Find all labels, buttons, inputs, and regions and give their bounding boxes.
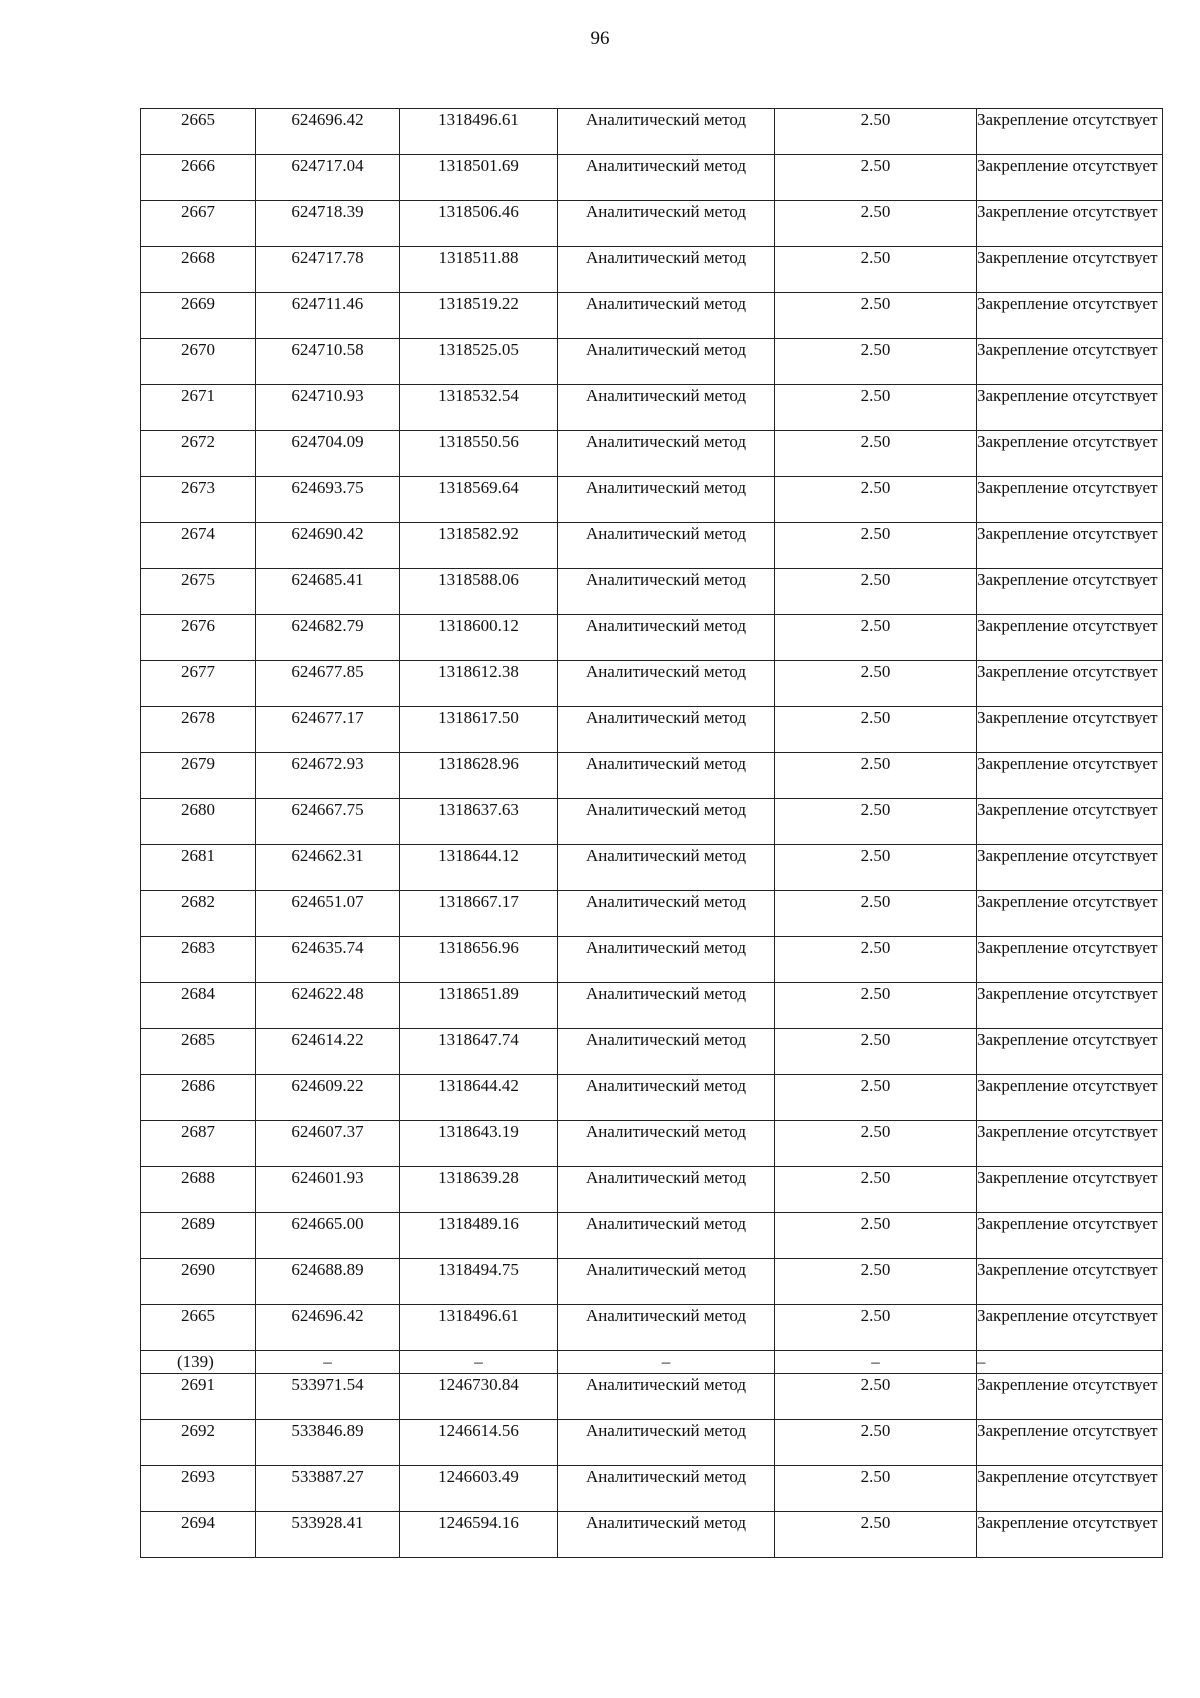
point-number-cell: 2686: [141, 1075, 256, 1121]
x-coordinate-cell: 624693.75: [256, 477, 400, 523]
table-row: [141, 385, 1163, 431]
x-coordinate-cell: 624704.09: [256, 431, 400, 477]
method-cell: –: [558, 1351, 775, 1374]
y-coordinate-cell: 1318525.05: [400, 339, 558, 385]
point-number-cell: 2675: [141, 569, 256, 615]
table-row: [141, 707, 1163, 753]
fixation-description-cell: Закрепление отсутствует: [977, 431, 1163, 477]
table-row: [141, 615, 1163, 661]
y-coordinate-cell: 1318496.61: [400, 1305, 558, 1351]
precision-cell: 2.50: [775, 799, 977, 845]
point-number-cell: 2685: [141, 1029, 256, 1075]
point-number-cell: 2668: [141, 247, 256, 293]
method-cell: Аналитический метод: [558, 615, 775, 661]
fixation-description-cell: –: [977, 1351, 1163, 1374]
method-cell: Аналитический метод: [558, 431, 775, 477]
method-cell: Аналитический метод: [558, 201, 775, 247]
fixation-description-cell: Закрепление отсутствует: [977, 339, 1163, 385]
point-number-cell: (139): [141, 1351, 256, 1374]
y-coordinate-cell: 1318644.12: [400, 845, 558, 891]
y-coordinate-cell: 1318656.96: [400, 937, 558, 983]
x-coordinate-cell: 624710.93: [256, 385, 400, 431]
table-row: [141, 293, 1163, 339]
method-cell: Аналитический метод: [558, 753, 775, 799]
coordinates-table: [140, 108, 1163, 1558]
fixation-description-cell: Закрепление отсутствует: [977, 1374, 1163, 1420]
method-cell: Аналитический метод: [558, 1213, 775, 1259]
y-coordinate-cell: 1318501.69: [400, 155, 558, 201]
precision-cell: 2.50: [775, 109, 977, 155]
x-coordinate-cell: 624651.07: [256, 891, 400, 937]
x-coordinate-cell: 533928.41: [256, 1512, 400, 1558]
table-row: [141, 1121, 1163, 1167]
y-coordinate-cell: 1318588.06: [400, 569, 558, 615]
fixation-description-cell: Закрепление отсутствует: [977, 1167, 1163, 1213]
precision-cell: 2.50: [775, 983, 977, 1029]
precision-cell: 2.50: [775, 1259, 977, 1305]
point-number-cell: 2665: [141, 1305, 256, 1351]
precision-cell: 2.50: [775, 615, 977, 661]
point-number-cell: 2676: [141, 615, 256, 661]
y-coordinate-cell: 1318639.28: [400, 1167, 558, 1213]
table-row: [141, 1512, 1163, 1558]
x-coordinate-cell: 533971.54: [256, 1374, 400, 1420]
x-coordinate-cell: 624662.31: [256, 845, 400, 891]
y-coordinate-cell: 1318612.38: [400, 661, 558, 707]
x-coordinate-cell: 624690.42: [256, 523, 400, 569]
precision-cell: 2.50: [775, 247, 977, 293]
contour-separator-row: [141, 1351, 1163, 1374]
x-coordinate-cell: 624622.48: [256, 983, 400, 1029]
fixation-description-cell: Закрепление отсутствует: [977, 1466, 1163, 1512]
y-coordinate-cell: 1318550.56: [400, 431, 558, 477]
table-row: [141, 1466, 1163, 1512]
point-number-cell: 2674: [141, 523, 256, 569]
x-coordinate-cell: 624696.42: [256, 109, 400, 155]
precision-cell: 2.50: [775, 707, 977, 753]
point-number-cell: 2679: [141, 753, 256, 799]
precision-cell: 2.50: [775, 155, 977, 201]
x-coordinate-cell: 624677.17: [256, 707, 400, 753]
precision-cell: 2.50: [775, 1213, 977, 1259]
x-coordinate-cell: 624717.78: [256, 247, 400, 293]
precision-cell: 2.50: [775, 1029, 977, 1075]
fixation-description-cell: Закрепление отсутствует: [977, 1305, 1163, 1351]
point-number-cell: 2691: [141, 1374, 256, 1420]
point-number-cell: 2671: [141, 385, 256, 431]
table-row: [141, 799, 1163, 845]
point-number-cell: 2673: [141, 477, 256, 523]
x-coordinate-cell: 624601.93: [256, 1167, 400, 1213]
precision-cell: –: [775, 1351, 977, 1374]
point-number-cell: 2681: [141, 845, 256, 891]
precision-cell: 2.50: [775, 339, 977, 385]
x-coordinate-cell: 624685.41: [256, 569, 400, 615]
precision-cell: 2.50: [775, 753, 977, 799]
y-coordinate-cell: 1318643.19: [400, 1121, 558, 1167]
table-row: [141, 523, 1163, 569]
y-coordinate-cell: 1318532.54: [400, 385, 558, 431]
x-coordinate-cell: 533846.89: [256, 1420, 400, 1466]
table-row: [141, 201, 1163, 247]
y-coordinate-cell: 1318519.22: [400, 293, 558, 339]
point-number-cell: 2684: [141, 983, 256, 1029]
method-cell: Аналитический метод: [558, 247, 775, 293]
point-number-cell: 2687: [141, 1121, 256, 1167]
method-cell: Аналитический метод: [558, 385, 775, 431]
y-coordinate-cell: 1246730.84: [400, 1374, 558, 1420]
y-coordinate-cell: 1318667.17: [400, 891, 558, 937]
x-coordinate-cell: 624667.75: [256, 799, 400, 845]
precision-cell: 2.50: [775, 1121, 977, 1167]
precision-cell: 2.50: [775, 1075, 977, 1121]
point-number-cell: 2690: [141, 1259, 256, 1305]
x-coordinate-cell: 624665.00: [256, 1213, 400, 1259]
precision-cell: 2.50: [775, 845, 977, 891]
x-coordinate-cell: 624711.46: [256, 293, 400, 339]
y-coordinate-cell: 1318494.75: [400, 1259, 558, 1305]
fixation-description-cell: Закрепление отсутствует: [977, 1121, 1163, 1167]
method-cell: Аналитический метод: [558, 937, 775, 983]
method-cell: Аналитический метод: [558, 845, 775, 891]
fixation-description-cell: Закрепление отсутствует: [977, 385, 1163, 431]
fixation-description-cell: Закрепление отсутствует: [977, 155, 1163, 201]
fixation-description-cell: Закрепление отсутствует: [977, 109, 1163, 155]
method-cell: Аналитический метод: [558, 1029, 775, 1075]
fixation-description-cell: Закрепление отсутствует: [977, 1512, 1163, 1558]
method-cell: Аналитический метод: [558, 799, 775, 845]
table-row: [141, 1374, 1163, 1420]
method-cell: Аналитический метод: [558, 1512, 775, 1558]
table-row: [141, 983, 1163, 1029]
y-coordinate-cell: 1318506.46: [400, 201, 558, 247]
point-number-cell: 2672: [141, 431, 256, 477]
fixation-description-cell: Закрепление отсутствует: [977, 1259, 1163, 1305]
y-coordinate-cell: 1318600.12: [400, 615, 558, 661]
fixation-description-cell: Закрепление отсутствует: [977, 615, 1163, 661]
precision-cell: 2.50: [775, 1512, 977, 1558]
x-coordinate-cell: 624696.42: [256, 1305, 400, 1351]
fixation-description-cell: Закрепление отсутствует: [977, 247, 1163, 293]
fixation-description-cell: Закрепление отсутствует: [977, 293, 1163, 339]
x-coordinate-cell: 624635.74: [256, 937, 400, 983]
table-row: [141, 339, 1163, 385]
precision-cell: 2.50: [775, 1305, 977, 1351]
table-row: [141, 247, 1163, 293]
precision-cell: 2.50: [775, 293, 977, 339]
point-number-cell: 2678: [141, 707, 256, 753]
fixation-description-cell: Закрепление отсутствует: [977, 477, 1163, 523]
method-cell: Аналитический метод: [558, 1305, 775, 1351]
y-coordinate-cell: 1318496.61: [400, 109, 558, 155]
y-coordinate-cell: 1318647.74: [400, 1029, 558, 1075]
method-cell: Аналитический метод: [558, 983, 775, 1029]
method-cell: Аналитический метод: [558, 707, 775, 753]
y-coordinate-cell: 1318489.16: [400, 1213, 558, 1259]
point-number-cell: 2670: [141, 339, 256, 385]
fixation-description-cell: Закрепление отсутствует: [977, 201, 1163, 247]
precision-cell: 2.50: [775, 385, 977, 431]
precision-cell: 2.50: [775, 1466, 977, 1512]
table-row: [141, 1259, 1163, 1305]
x-coordinate-cell: 624614.22: [256, 1029, 400, 1075]
fixation-description-cell: Закрепление отсутствует: [977, 1420, 1163, 1466]
table-row: [141, 661, 1163, 707]
page-number: 96: [590, 28, 610, 49]
table-row: [141, 1305, 1163, 1351]
fixation-description-cell: Закрепление отсутствует: [977, 707, 1163, 753]
y-coordinate-cell: –: [400, 1351, 558, 1374]
table-row: [141, 1213, 1163, 1259]
x-coordinate-cell: 624682.79: [256, 615, 400, 661]
precision-cell: 2.50: [775, 569, 977, 615]
x-coordinate-cell: 624717.04: [256, 155, 400, 201]
method-cell: Аналитический метод: [558, 477, 775, 523]
table-row: [141, 1420, 1163, 1466]
method-cell: Аналитический метод: [558, 155, 775, 201]
precision-cell: 2.50: [775, 477, 977, 523]
y-coordinate-cell: 1318637.63: [400, 799, 558, 845]
x-coordinate-cell: 624607.37: [256, 1121, 400, 1167]
method-cell: Аналитический метод: [558, 661, 775, 707]
fixation-description-cell: Закрепление отсутствует: [977, 983, 1163, 1029]
fixation-description-cell: Закрепление отсутствует: [977, 569, 1163, 615]
table-row: [141, 937, 1163, 983]
point-number-cell: 2693: [141, 1466, 256, 1512]
x-coordinate-cell: 624677.85: [256, 661, 400, 707]
point-number-cell: 2688: [141, 1167, 256, 1213]
table-row: [141, 109, 1163, 155]
table-row: [141, 753, 1163, 799]
x-coordinate-cell: 624609.22: [256, 1075, 400, 1121]
coordinates-table-body: [141, 109, 1163, 1558]
fixation-description-cell: Закрепление отсутствует: [977, 661, 1163, 707]
fixation-description-cell: Закрепление отсутствует: [977, 1213, 1163, 1259]
point-number-cell: 2666: [141, 155, 256, 201]
precision-cell: 2.50: [775, 661, 977, 707]
method-cell: Аналитический метод: [558, 1167, 775, 1213]
table-row: [141, 431, 1163, 477]
fixation-description-cell: Закрепление отсутствует: [977, 1029, 1163, 1075]
point-number-cell: 2689: [141, 1213, 256, 1259]
method-cell: Аналитический метод: [558, 1420, 775, 1466]
point-number-cell: 2683: [141, 937, 256, 983]
table-row: [141, 477, 1163, 523]
method-cell: Аналитический метод: [558, 109, 775, 155]
precision-cell: 2.50: [775, 1374, 977, 1420]
method-cell: Аналитический метод: [558, 339, 775, 385]
x-coordinate-cell: 624718.39: [256, 201, 400, 247]
fixation-description-cell: Закрепление отсутствует: [977, 799, 1163, 845]
point-number-cell: 2682: [141, 891, 256, 937]
table-row: [141, 1167, 1163, 1213]
method-cell: Аналитический метод: [558, 569, 775, 615]
table-row: [141, 1029, 1163, 1075]
precision-cell: 2.50: [775, 937, 977, 983]
fixation-description-cell: Закрепление отсутствует: [977, 523, 1163, 569]
table-row: [141, 569, 1163, 615]
precision-cell: 2.50: [775, 523, 977, 569]
precision-cell: 2.50: [775, 1167, 977, 1213]
y-coordinate-cell: 1246594.16: [400, 1512, 558, 1558]
table-row: [141, 155, 1163, 201]
point-number-cell: 2677: [141, 661, 256, 707]
x-coordinate-cell: 624710.58: [256, 339, 400, 385]
point-number-cell: 2694: [141, 1512, 256, 1558]
table-row: [141, 1075, 1163, 1121]
precision-cell: 2.50: [775, 201, 977, 247]
x-coordinate-cell: 533887.27: [256, 1466, 400, 1512]
y-coordinate-cell: 1318644.42: [400, 1075, 558, 1121]
method-cell: Аналитический метод: [558, 1466, 775, 1512]
method-cell: Аналитический метод: [558, 1075, 775, 1121]
point-number-cell: 2692: [141, 1420, 256, 1466]
method-cell: Аналитический метод: [558, 1259, 775, 1305]
x-coordinate-cell: 624688.89: [256, 1259, 400, 1305]
y-coordinate-cell: 1246603.49: [400, 1466, 558, 1512]
method-cell: Аналитический метод: [558, 523, 775, 569]
y-coordinate-cell: 1246614.56: [400, 1420, 558, 1466]
fixation-description-cell: Закрепление отсутствует: [977, 845, 1163, 891]
fixation-description-cell: Закрепление отсутствует: [977, 753, 1163, 799]
method-cell: Аналитический метод: [558, 1121, 775, 1167]
method-cell: Аналитический метод: [558, 891, 775, 937]
precision-cell: 2.50: [775, 891, 977, 937]
y-coordinate-cell: 1318617.50: [400, 707, 558, 753]
precision-cell: 2.50: [775, 1420, 977, 1466]
table-row: [141, 891, 1163, 937]
table-row: [141, 845, 1163, 891]
x-coordinate-cell: 624672.93: [256, 753, 400, 799]
point-number-cell: 2667: [141, 201, 256, 247]
y-coordinate-cell: 1318511.88: [400, 247, 558, 293]
fixation-description-cell: Закрепление отсутствует: [977, 891, 1163, 937]
point-number-cell: 2680: [141, 799, 256, 845]
point-number-cell: 2669: [141, 293, 256, 339]
method-cell: Аналитический метод: [558, 1374, 775, 1420]
fixation-description-cell: Закрепление отсутствует: [977, 937, 1163, 983]
y-coordinate-cell: 1318628.96: [400, 753, 558, 799]
y-coordinate-cell: 1318569.64: [400, 477, 558, 523]
point-number-cell: 2665: [141, 109, 256, 155]
y-coordinate-cell: 1318651.89: [400, 983, 558, 1029]
method-cell: Аналитический метод: [558, 293, 775, 339]
x-coordinate-cell: –: [256, 1351, 400, 1374]
y-coordinate-cell: 1318582.92: [400, 523, 558, 569]
fixation-description-cell: Закрепление отсутствует: [977, 1075, 1163, 1121]
precision-cell: 2.50: [775, 431, 977, 477]
